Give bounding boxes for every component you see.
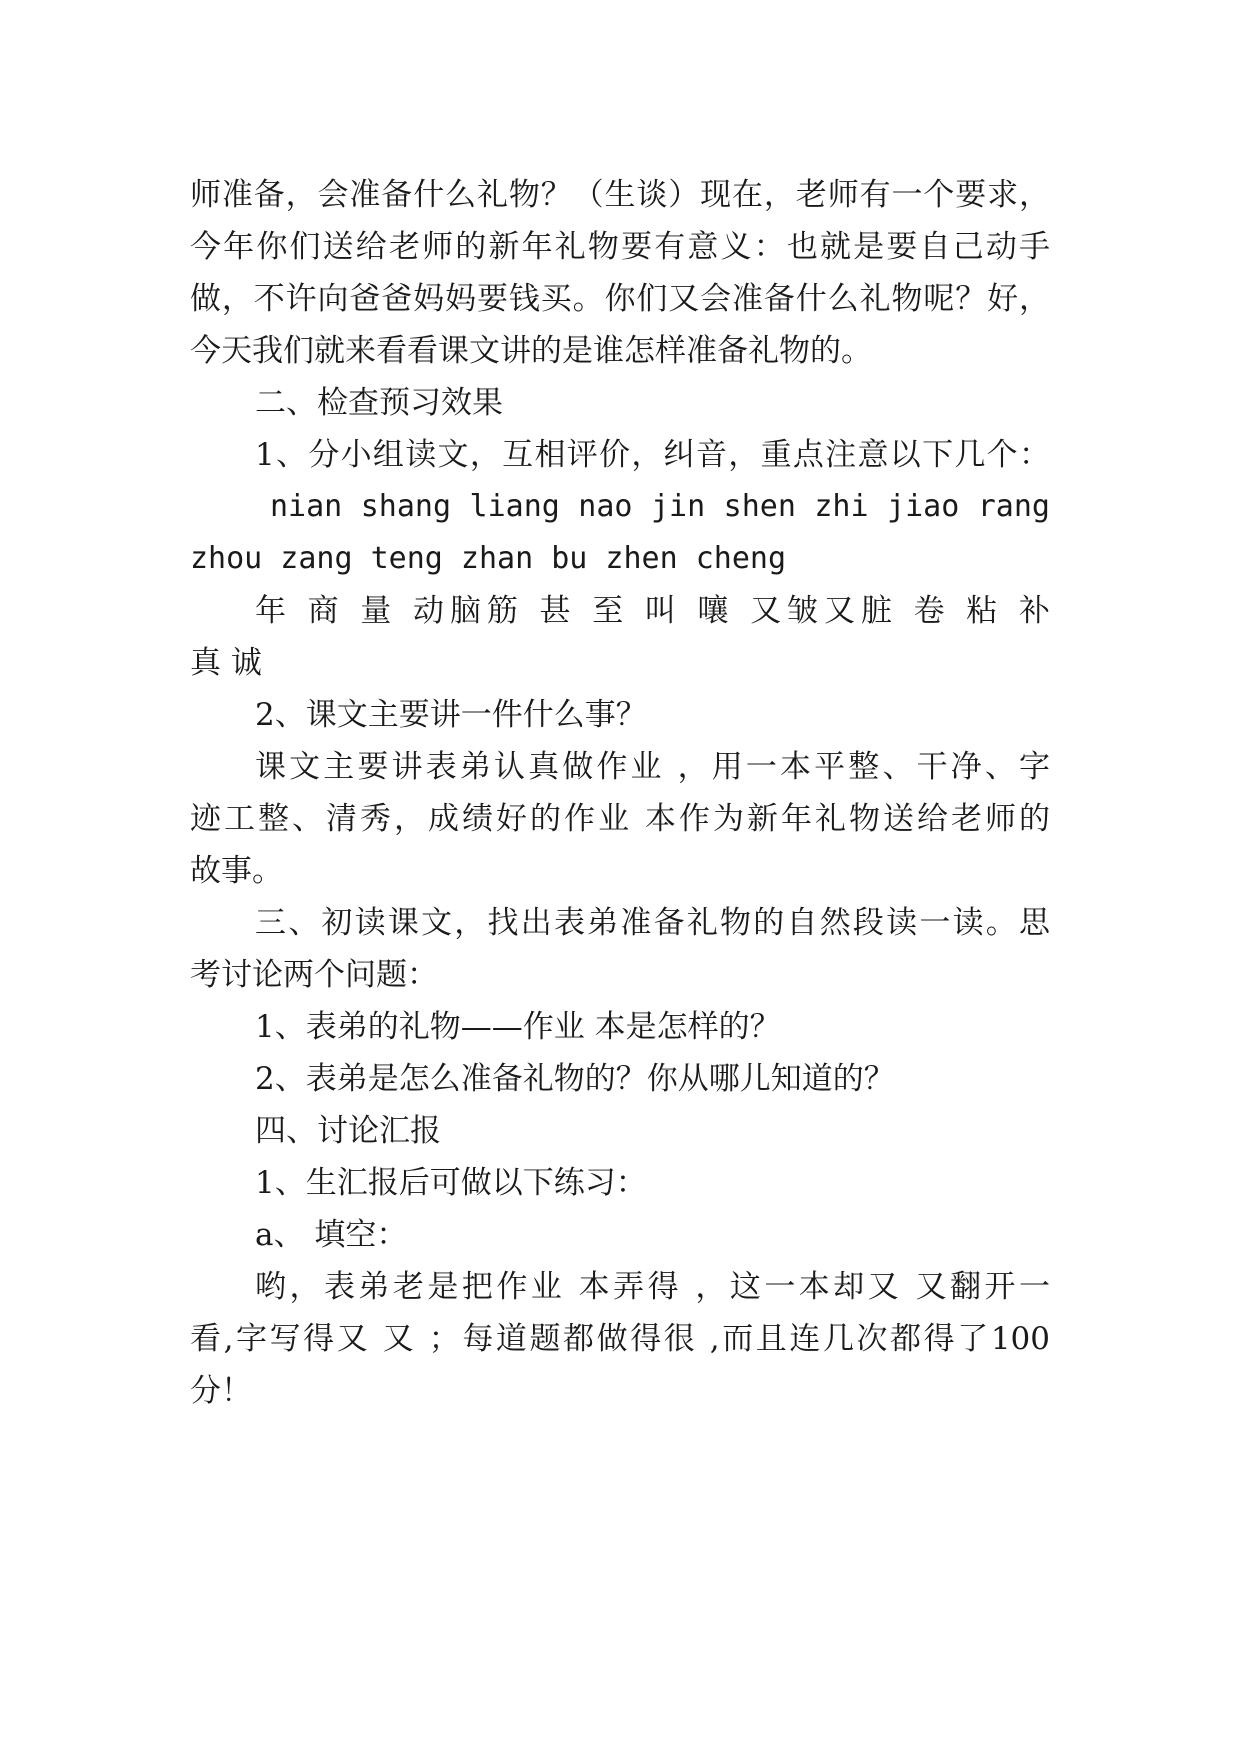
section-3-line-1: 三、初读课文，找出表弟准备礼物的自然段读一读。思 — [255, 905, 1050, 941]
intro-line-3: 做，不许向爸爸妈妈要钱买。你们又会准备什么礼物呢？好， — [190, 281, 1050, 317]
section-3-question-1: 1、表弟的礼物——作业 本是怎样的？ — [255, 1009, 781, 1045]
item-1-text: 1、分小组读文，互相评价，纠音，重点注意以下几个： — [255, 437, 1050, 473]
section-4-item-1: 1、生汇报后可做以下练习： — [255, 1165, 647, 1201]
item-2-answer-line-2: 迹工整、清秀，成绩好的作业 本作为新年礼物送给老师的 — [190, 801, 1050, 837]
section-4-sub-a: a、 填空： — [255, 1217, 408, 1253]
intro-line-1: 师准备，会准备什么礼物？（生谈）现在，老师有一个要求， — [190, 177, 1050, 213]
section-4-heading: 四、讨论汇报 — [255, 1113, 441, 1149]
item-2-question: 2、课文主要讲一件什么事？ — [255, 697, 647, 733]
pinyin-line-2: zhou zang teng zhan bu zhen cheng — [190, 541, 787, 576]
item-2-answer-line-3: 故事。 — [190, 853, 283, 889]
fill-in-line-1: 哟，表弟老是把作业 本弄得 ，这一本却又 又翻开一 — [255, 1269, 1050, 1305]
item-2-answer-line-1: 课文主要讲表弟认真做作业 ，用一本平整、干净、字 — [255, 749, 1050, 785]
characters-line-1: 年 商 量 动脑筋 甚 至 叫 嚷 又皱又脏 卷 粘 补 — [255, 593, 1050, 629]
intro-line-2: 今年你们送给老师的新年礼物要有意义：也就是要自己动手 — [190, 229, 1050, 265]
intro-line-4: 今天我们就来看看课文讲的是谁怎样准备礼物的。 — [190, 333, 872, 369]
section-2-heading: 二、检查预习效果 — [255, 385, 503, 421]
section-3-question-2: 2、表弟是怎么准备礼物的？你从哪儿知道的？ — [255, 1061, 895, 1097]
fill-in-line-3: 分！ — [190, 1373, 252, 1409]
pinyin-line-1: nian shang liang nao jin shen zhi jiao rang — [270, 489, 1050, 524]
fill-in-line-2: 看,字写得又 又 ；每道题都做得很 ,而且连几次都得了100 — [190, 1321, 1050, 1357]
characters-line-2: 真 诚 — [190, 645, 262, 681]
section-3-line-2: 考讨论两个问题： — [190, 957, 438, 993]
